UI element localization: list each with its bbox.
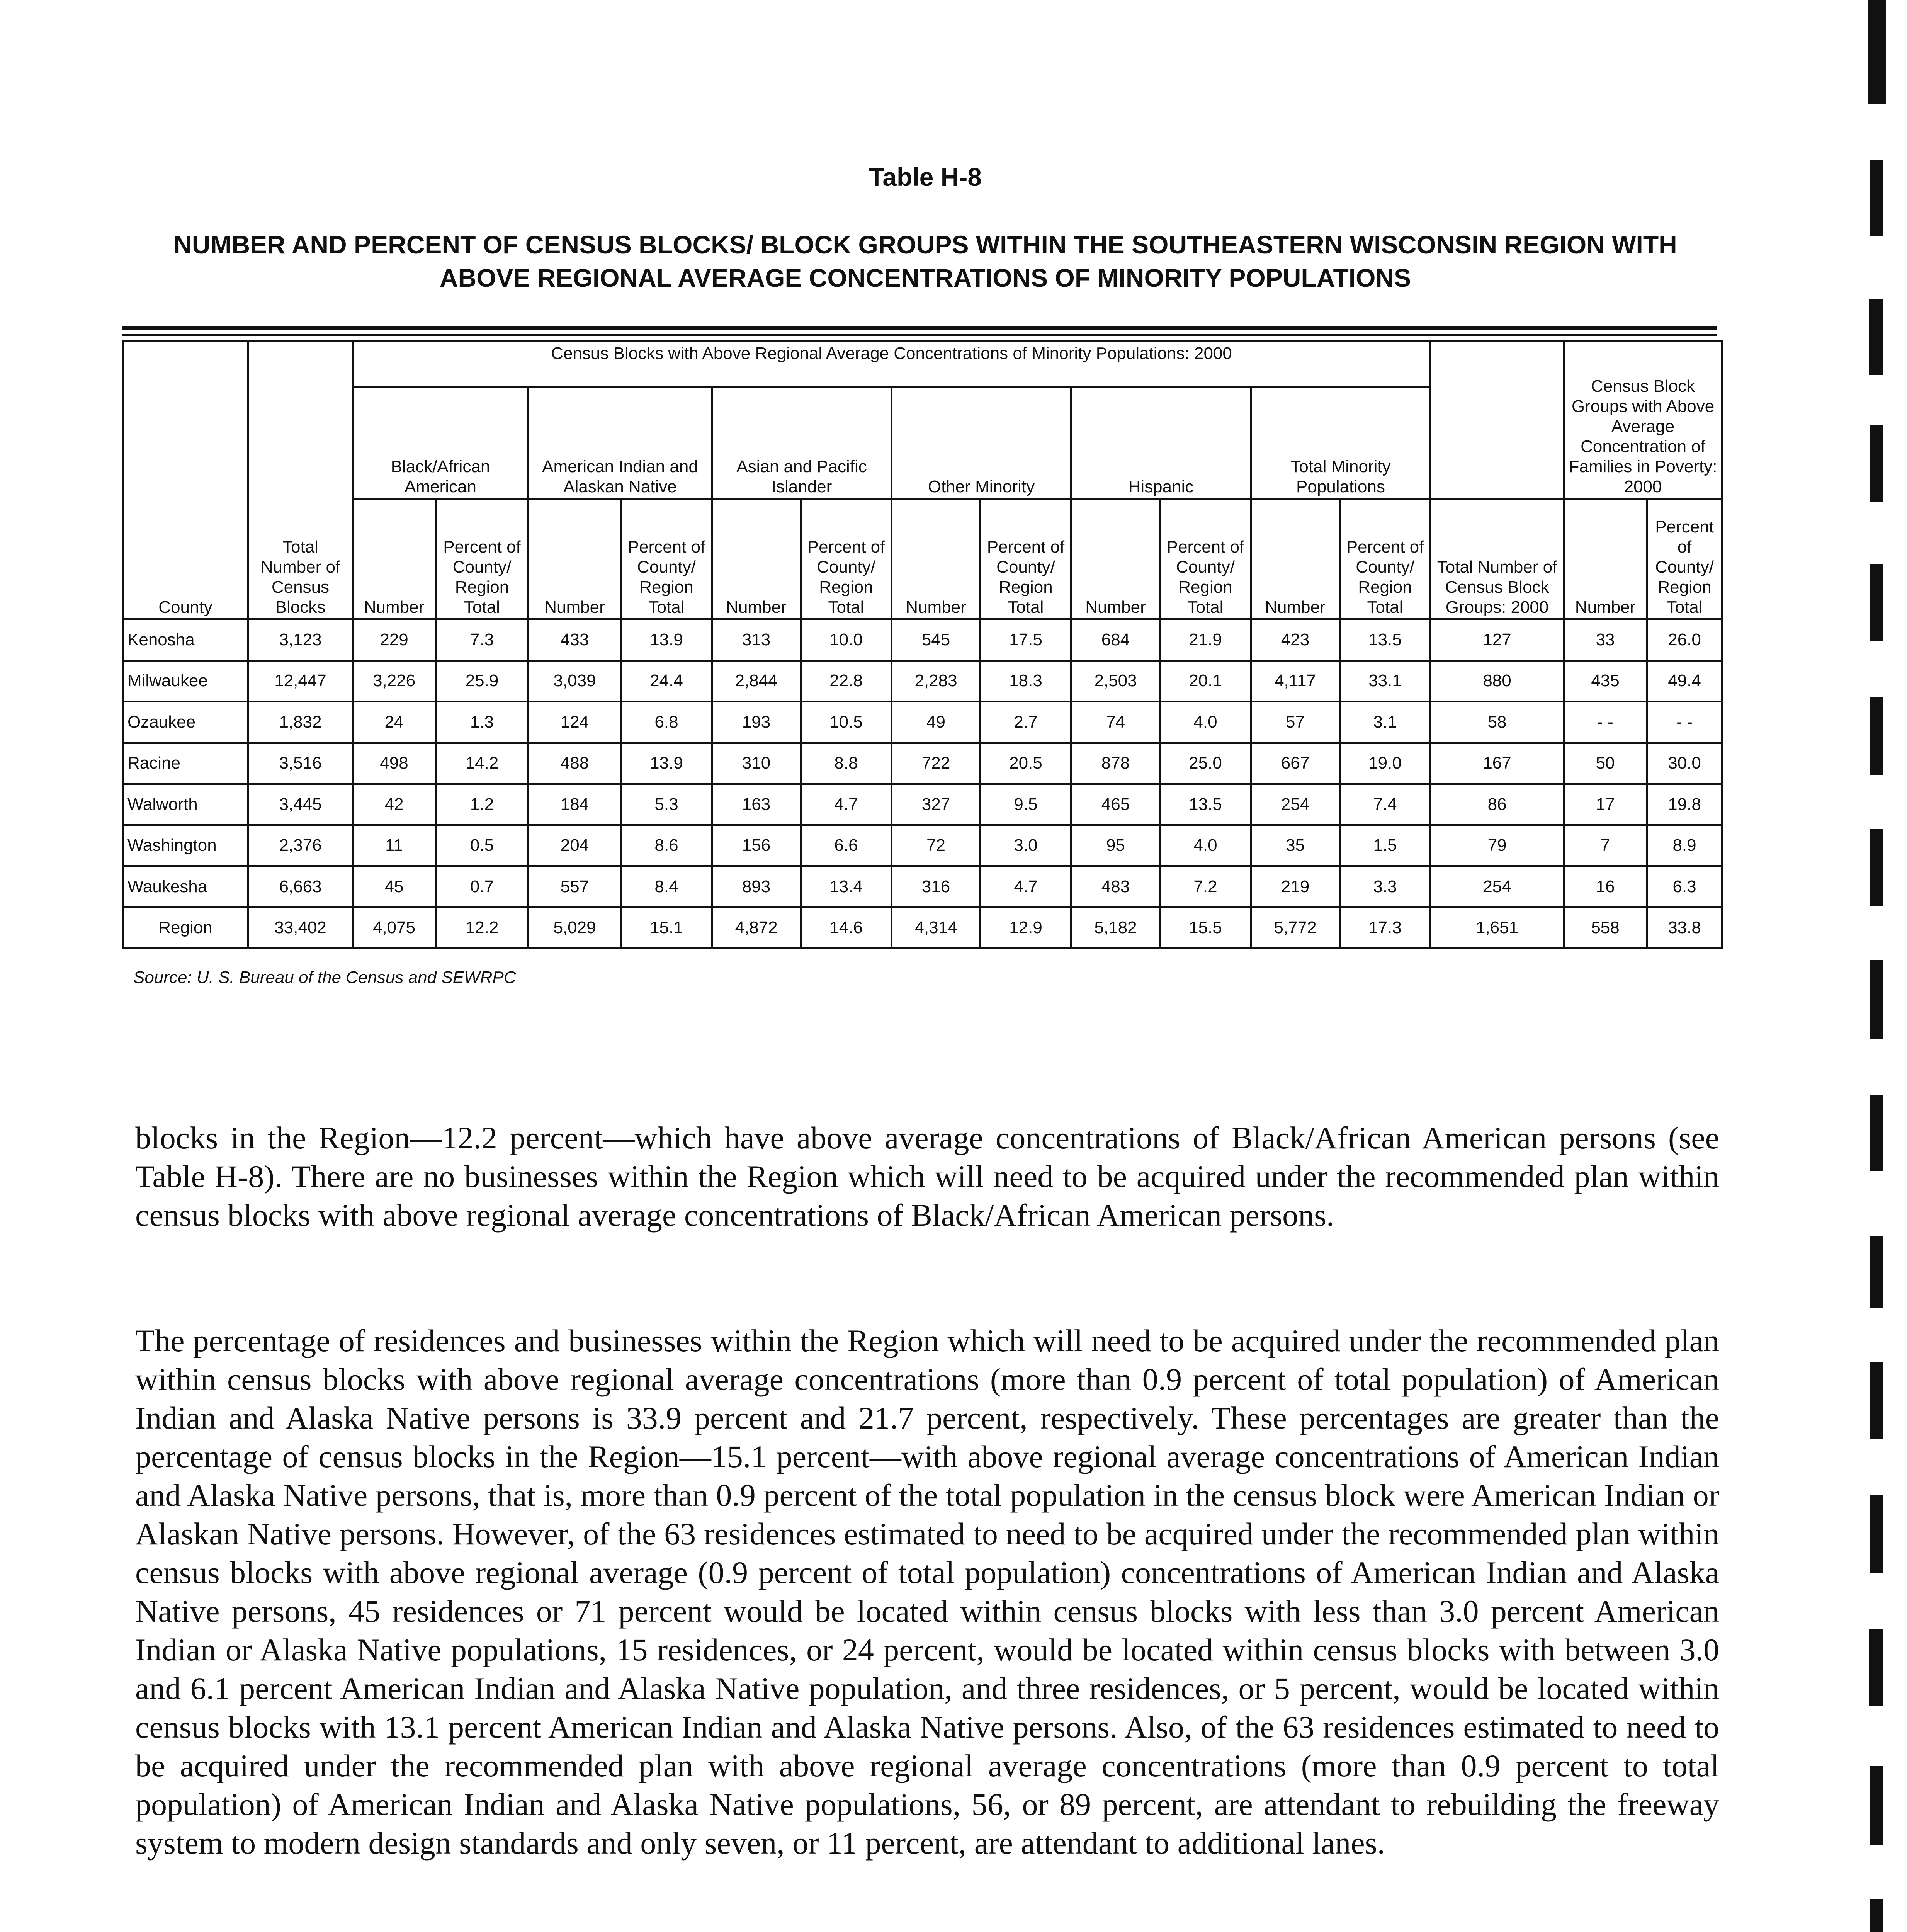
table-cell: 193 xyxy=(712,702,801,743)
table-body xyxy=(123,619,1722,949)
table-cell: 13.5 xyxy=(1160,784,1251,825)
header-poverty: Census Block Groups with Above Average Concentration of Families in Poverty: 2000 xyxy=(1564,341,1722,499)
table-cell: 0.5 xyxy=(436,825,529,866)
table-cell: 17 xyxy=(1564,784,1647,825)
table-cell: 1.2 xyxy=(436,784,529,825)
table-cell: 10.0 xyxy=(801,619,892,661)
table-cell: 1,651 xyxy=(1431,907,1564,949)
table-cell: 15.5 xyxy=(1160,907,1251,949)
header-number: Number xyxy=(1071,499,1160,619)
table-cell: 12,447 xyxy=(248,660,353,702)
table-cell: 2,844 xyxy=(712,660,801,702)
table-cell: 465 xyxy=(1071,784,1160,825)
table-cell: 8.8 xyxy=(801,743,892,784)
table-cell: 13.9 xyxy=(621,743,712,784)
table-cell: 8.9 xyxy=(1647,825,1722,866)
scan-mark xyxy=(1870,829,1883,906)
scan-mark xyxy=(1870,1362,1883,1439)
table-title: NUMBER AND PERCENT OF CENSUS BLOCKS/ BLOCK GROUPS WITHIN THE SOUTHEASTERN WISCONSIN REGION WITH ABOVE REGIONAL AVERAGE CONCENTRATIONS OF MINORITY POPULATIONS xyxy=(173,230,1677,292)
scan-mark xyxy=(1870,564,1883,641)
table-cell: - - xyxy=(1647,702,1722,743)
header-total-groups: Total Number of Census Block Groups: 2000 xyxy=(1431,499,1564,619)
header-spacer xyxy=(1431,341,1564,499)
table-cell: 0.7 xyxy=(436,866,529,908)
table-cell: 3.1 xyxy=(1340,702,1431,743)
table-cell: 4.0 xyxy=(1160,702,1251,743)
table-cell: 57 xyxy=(1251,702,1340,743)
scan-mark xyxy=(1870,1095,1883,1171)
table-cell: 2.7 xyxy=(981,702,1071,743)
table-cell: 15.1 xyxy=(621,907,712,949)
scan-mark xyxy=(1870,960,1883,1039)
table-cell: 488 xyxy=(529,743,621,784)
table-cell: 545 xyxy=(892,619,981,661)
table-cell: 6.3 xyxy=(1647,866,1722,908)
table-cell: 2,283 xyxy=(892,660,981,702)
header-county: County xyxy=(123,341,248,619)
table-cell: 167 xyxy=(1431,743,1564,784)
table-cell: 86 xyxy=(1431,784,1564,825)
source-note: Source: U. S. Bureau of the Census and SEWRPC xyxy=(133,968,516,987)
table-cell: 21.9 xyxy=(1160,619,1251,661)
body-paragraph: blocks in the Region—12.2 percent—which have above average concentrations of Black/African American persons (see Table H-8). There are no businesses within the Region which will need to be acquired under the recommended plan within census blocks with above regional average concentrations of Black/African American persons. xyxy=(135,1120,1719,1233)
table-cell: 33.1 xyxy=(1340,660,1431,702)
table-cell: 72 xyxy=(892,825,981,866)
header-number: Number xyxy=(892,499,981,619)
table-cell: 45 xyxy=(353,866,436,908)
table-cell: 10.5 xyxy=(801,702,892,743)
header-total-blocks: Total Number of Census Blocks xyxy=(248,341,353,619)
table-cell: 2,503 xyxy=(1071,660,1160,702)
table-cell: 893 xyxy=(712,866,801,908)
table-cell: 17.5 xyxy=(981,619,1071,661)
county-name-cell: Racine xyxy=(123,743,248,784)
table-cell: 124 xyxy=(529,702,621,743)
table-cell: 35 xyxy=(1251,825,1340,866)
table-cell: 6.6 xyxy=(801,825,892,866)
header-american-indian: American Indian and Alaskan Native xyxy=(529,387,712,499)
header-number: Number xyxy=(529,499,621,619)
table-cell: 880 xyxy=(1431,660,1564,702)
scan-mark xyxy=(1870,1236,1883,1308)
table-cell: 878 xyxy=(1071,743,1160,784)
header-percent: Percent of County/ Region Total xyxy=(1647,499,1722,619)
county-name-cell: Walworth xyxy=(123,784,248,825)
table-row xyxy=(123,619,1722,661)
table-cell: 19.0 xyxy=(1340,743,1431,784)
table-cell: 58 xyxy=(1431,702,1564,743)
county-name-cell: Washington xyxy=(123,825,248,866)
table-cell: 1.5 xyxy=(1340,825,1431,866)
county-name-cell: Waukesha xyxy=(123,866,248,908)
header-number: Number xyxy=(712,499,801,619)
table-cell: 310 xyxy=(712,743,801,784)
table-cell: 13.9 xyxy=(621,619,712,661)
header-group: Census Blocks with Above Regional Average Concentrations of Minority Populations: 2000 xyxy=(353,341,1431,387)
table-row xyxy=(123,784,1722,825)
table-cell: 8.4 xyxy=(621,866,712,908)
table-cell: 13.5 xyxy=(1340,619,1431,661)
header-black: Black/African American xyxy=(353,387,529,499)
scan-mark xyxy=(1868,0,1886,104)
header-hispanic: Hispanic xyxy=(1071,387,1251,499)
header-number: Number xyxy=(1564,499,1647,619)
header-percent: Percent of County/ Region Total xyxy=(801,499,892,619)
table-cell: 667 xyxy=(1251,743,1340,784)
table-cell: 14.6 xyxy=(801,907,892,949)
scan-mark xyxy=(1870,425,1883,502)
table-cell: 20.1 xyxy=(1160,660,1251,702)
table-row xyxy=(123,866,1722,908)
table-cell: 9.5 xyxy=(981,784,1071,825)
table-cell: 5,772 xyxy=(1251,907,1340,949)
table-cell: 558 xyxy=(1564,907,1647,949)
table-cell: 7.3 xyxy=(436,619,529,661)
table-cell: 3,516 xyxy=(248,743,353,784)
census-table xyxy=(122,340,1723,949)
table-cell: 13.4 xyxy=(801,866,892,908)
table-cell: 50 xyxy=(1564,743,1647,784)
header-total-minority: Total Minority Populations xyxy=(1251,387,1431,499)
table-cell: 8.6 xyxy=(621,825,712,866)
header-number: Number xyxy=(1251,499,1340,619)
table-cell: 684 xyxy=(1071,619,1160,661)
table-top-rule-thin xyxy=(122,334,1717,336)
body-paragraph: The percentage of residences and businesses within the Region which will need to be acquired under the recommended plan within census blocks with above regional average concentrations (more than 0.9 percent of total population) of American Indian and Alaska Native persons is 33.9 percent and 21.7 percent, respectively. These percentages are greater than the percentage of census blocks in the Region—15.1 percent—with above regional average concentrations of American Indian and Alaska Native persons, that is, more than 0.9 percent of the total population in the census block were American Indian or Alaskan Native persons. However, of the 63 residences estimated to need to be acquired under the recommended plan within census blocks with above regional average (0.9 percent of total population) concentrations of American Indian and Alaska Native persons, 45 residences or 71 percent would be located within census blocks with less than 3.0 percent American Indian or Alaska Native populations, 15 residences, or 24 percent, would be located within census blocks with between 3.0 and 6.1 percent American Indian and Alaska Native population, and three residences, or 5 percent, would be located within census blocks with 13.1 percent American Indian and Alaska Native persons. Also, of the 63 residences estimated to need to be acquired under the recommended plan with above regional average concentrations (more than 0.9 percent to total population) of American Indian and Alaska Native populations, 56, or 89 percent, are attendant to rebuilding the freeway system to modern design standards and only seven, or 11 percent, are attendant to additional lanes. xyxy=(135,1323,1719,1861)
header-asian: Asian and Pacific Islander xyxy=(712,387,892,499)
table-cell: 557 xyxy=(529,866,621,908)
table-cell: 3,226 xyxy=(353,660,436,702)
table-cell: 1.3 xyxy=(436,702,529,743)
table-cell: 127 xyxy=(1431,619,1564,661)
table-cell: 204 xyxy=(529,825,621,866)
table-cell: 49.4 xyxy=(1647,660,1722,702)
table-cell: 5,029 xyxy=(529,907,621,949)
table-cell: 7 xyxy=(1564,825,1647,866)
header-percent: Percent of County/ Region Total xyxy=(436,499,529,619)
table-cell: 12.2 xyxy=(436,907,529,949)
table-cell: 4,117 xyxy=(1251,660,1340,702)
table-cell: 5,182 xyxy=(1071,907,1160,949)
table-cell: 483 xyxy=(1071,866,1160,908)
scan-mark xyxy=(1869,1629,1883,1706)
county-name-cell: Ozaukee xyxy=(123,702,248,743)
table-cell: 17.3 xyxy=(1340,907,1431,949)
table-cell: 11 xyxy=(353,825,436,866)
table-cell: 19.8 xyxy=(1647,784,1722,825)
header-percent: Percent of County/ Region Total xyxy=(621,499,712,619)
table-cell: 2,376 xyxy=(248,825,353,866)
table-cell: 24.4 xyxy=(621,660,712,702)
table-cell: 25.9 xyxy=(436,660,529,702)
table-cell: 327 xyxy=(892,784,981,825)
table-cell: 74 xyxy=(1071,702,1160,743)
table-cell: 433 xyxy=(529,619,621,661)
table-cell: 423 xyxy=(1251,619,1340,661)
table-cell: 3,123 xyxy=(248,619,353,661)
table-cell: 498 xyxy=(353,743,436,784)
header-number: Number xyxy=(353,499,436,619)
table-cell: 22.8 xyxy=(801,660,892,702)
header-percent: Percent of County/ Region Total xyxy=(1340,499,1431,619)
header-percent: Percent of County/ Region Total xyxy=(981,499,1071,619)
table-cell: 5.3 xyxy=(621,784,712,825)
county-name-cell: Kenosha xyxy=(123,619,248,661)
table-cell: 25.0 xyxy=(1160,743,1251,784)
table-row xyxy=(123,660,1722,702)
table-cell: 26.0 xyxy=(1647,619,1722,661)
table-cell: 6,663 xyxy=(248,866,353,908)
table-cell: 4,314 xyxy=(892,907,981,949)
table-cell: 435 xyxy=(1564,660,1647,702)
scan-mark xyxy=(1869,299,1883,375)
table-cell: 7.4 xyxy=(1340,784,1431,825)
header-other: Other Minority xyxy=(892,387,1071,499)
table-cell: 219 xyxy=(1251,866,1340,908)
table-label: Table H-8 xyxy=(869,163,982,191)
table-cell: 184 xyxy=(529,784,621,825)
table-cell: 1,832 xyxy=(248,702,353,743)
table-cell: 33 xyxy=(1564,619,1647,661)
table-cell: 7.2 xyxy=(1160,866,1251,908)
table-cell: - - xyxy=(1564,702,1647,743)
county-name-cell: Milwaukee xyxy=(123,660,248,702)
table-cell: 42 xyxy=(353,784,436,825)
table-cell: 4,872 xyxy=(712,907,801,949)
scan-mark xyxy=(1870,697,1883,775)
table-cell: 16 xyxy=(1564,866,1647,908)
table-cell: 229 xyxy=(353,619,436,661)
table-cell: 254 xyxy=(1431,866,1564,908)
table-cell: 4.7 xyxy=(801,784,892,825)
table-row xyxy=(123,907,1722,949)
table-cell: 3.0 xyxy=(981,825,1071,866)
table-cell: 156 xyxy=(712,825,801,866)
table-cell: 6.8 xyxy=(621,702,712,743)
table-cell: 163 xyxy=(712,784,801,825)
scan-mark xyxy=(1870,1495,1883,1573)
table-row xyxy=(123,743,1722,784)
scan-mark xyxy=(1870,1899,1883,1932)
table-cell: 313 xyxy=(712,619,801,661)
table-cell: 4,075 xyxy=(353,907,436,949)
table-top-rule-thick xyxy=(122,326,1717,330)
table-cell: 722 xyxy=(892,743,981,784)
table-cell: 3,039 xyxy=(529,660,621,702)
scan-mark xyxy=(1870,160,1883,236)
table-cell: 20.5 xyxy=(981,743,1071,784)
scan-mark xyxy=(1870,1766,1883,1845)
table-cell: 30.0 xyxy=(1647,743,1722,784)
table-cell: 14.2 xyxy=(436,743,529,784)
table-cell: 24 xyxy=(353,702,436,743)
table-row xyxy=(123,825,1722,866)
table-cell: 4.7 xyxy=(981,866,1071,908)
table-cell: 79 xyxy=(1431,825,1564,866)
table-cell: 254 xyxy=(1251,784,1340,825)
table-cell: 4.0 xyxy=(1160,825,1251,866)
table-cell: 3,445 xyxy=(248,784,353,825)
table-row xyxy=(123,702,1722,743)
table-cell: 33.8 xyxy=(1647,907,1722,949)
table-cell: 316 xyxy=(892,866,981,908)
table-cell: 18.3 xyxy=(981,660,1071,702)
table-cell: 33,402 xyxy=(248,907,353,949)
table-cell: 95 xyxy=(1071,825,1160,866)
county-name-cell: Region xyxy=(123,907,248,949)
table-cell: 12.9 xyxy=(981,907,1071,949)
table-cell: 49 xyxy=(892,702,981,743)
header-percent: Percent of County/ Region Total xyxy=(1160,499,1251,619)
table-cell: 3.3 xyxy=(1340,866,1431,908)
